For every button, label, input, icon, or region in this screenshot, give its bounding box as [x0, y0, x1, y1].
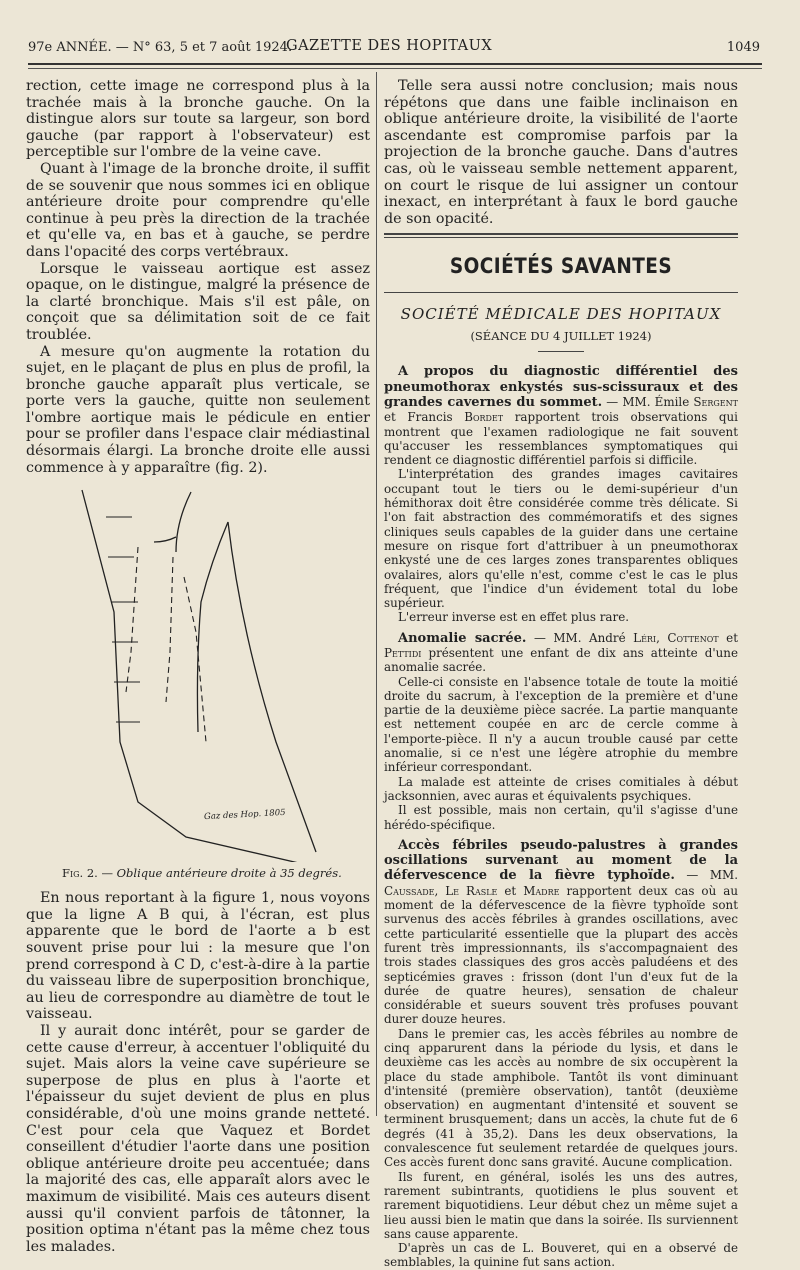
article-2-author-2: Cottenot: [667, 630, 719, 645]
article-3-title: Accès fébriles pseudo-palustres à grandes oscillations survenant au moment de la défervescence de la fièvre typhoïde.: [384, 837, 738, 884]
journal-title: GAZETTE DES HOPITAUX: [286, 38, 493, 54]
article-1-paragraph-3: L'erreur inverse est en effet plus rare.: [398, 610, 630, 625]
article-1-intro: [384, 364, 738, 467]
right-column: [384, 78, 738, 1270]
article-2-paragraph-3: La malade est atteinte de crises comitiales à début jacksonnien, avec auras et équivalents psychiques.: [384, 774, 738, 803]
left-paragraph-4: A mesure qu'on augmente la rotation du sujet, en le plaçant de plus en plus de profil, la bronche gauche apparaît plus verticale, se porte vers la gauche, quitte non seulement l'ombre aortique mais le pédicule en entier pour se profiler dans l'espace clair médiastinal désormais élargi. La bronche droite elle aussi commence à y apparaître (fig. 2).: [26, 343, 370, 476]
society-name: SOCIÉTÉ MÉDICALE DES HOPITAUX: [400, 305, 722, 324]
article-3-sep-1: ,: [434, 883, 446, 898]
article-2-paragraph-2: Celle-ci consiste en l'absence totale de toute la moitié droite du sacrum, à l'exception de la première et d'une partie de la deuxième pièce sacrée. La partie manquante est nettement coupée en arc de cercle comme à l'emporte-pièce. Il n'y a aucun trouble causé par cette anomalie, si ce n'est une légère atrophie du membre inférieur correspondant.: [384, 674, 738, 775]
figure-credit: Gaz des Hop. 1805: [203, 808, 286, 823]
section-title: SOCIÉTÉS SAVANTES: [449, 254, 673, 279]
figure-caption: [62, 866, 370, 880]
right-paragraph-1: Telle sera aussi notre conclusion; mais nous répétons que dans une faible inclinaison en oblique antérieure droite, la visibilité de l'aorte ascendante est compromise parfois par la projection de la bronche gauche. Dans d'autres cas, où le vaisseau semble nettement apparent, on court le risque de lui assigner un contour inexact, en interprétant à faux le bord gauche de son opacité.: [384, 78, 738, 227]
section-rule-bottom: [384, 292, 738, 293]
article-2-author-1: Léri: [633, 630, 657, 645]
article-2-author-3: Pettidi: [384, 645, 422, 660]
outline-left-contour: [82, 490, 316, 862]
article-3-author-1: Caussade: [384, 883, 435, 898]
article-1-paragraph-2: L'interprétation des grandes images cavitaires occupant tout le tiers ou le demi-supérieur d'un hémithorax doit être considérée comme très délicate. Si l'on fait abstraction des commémoratifs et des signes cliniques seuls capables de la guider dans une certaine mesure on risque fort d'attribuer à un pneumothorax enkysté une de ces larges zones transparentes obliques ovalaires, alors qu'elle n'est, comme c'est le cas le plus fréquent, que l'indice d'un évidement total du lobe supérieur.: [384, 467, 738, 611]
left-column: [26, 78, 370, 1255]
article-1-text: rapportent trois observations qui montrent que l'examen radiologique ne fait souvent qu'accuser les ressemblances symptomatiques qui rendent ce diagnostic différentiel parfois si difficile.: [384, 410, 738, 468]
article-3-authors-pre: — MM.: [674, 868, 738, 883]
figure-2-drawing: [26, 482, 370, 862]
article-3-paragraph-2: Dans le premier cas, les accès fébriles au nombre de cinq apparurent dans la période du lysis, et dans le deuxième cas les accès au nombre de six occupèrent la place du stade amphibole. Tantôt ils vont diminuant d'intensité (première observation), tantôt (deuxième observation) en augmentant d'intensité et souvent se terminent brusquement; dans un accès, la chute fut de 6 degrés (41 à 35,2). Dans les deux observations, la convalescence fut seulement retardée de quelques jours. Ces accès furent donc sans gravité. Aucune complication.: [384, 1026, 738, 1170]
dashed-line-right: [184, 577, 206, 742]
short-rule: [538, 351, 584, 352]
article-1-authors-mid: et Francis: [384, 410, 465, 425]
article-1-title: A propos du diagnostic différentiel des pneumothorax enkystés sus-scissuraux et des grandes cavernes du sommet.: [384, 364, 738, 410]
article-3-paragraph-3: Ils furent, en général, isolés les uns des autres, rarement subintrants, quotidiens le plus souvent et rarement biquotidiens. Leur début chez un même sujet a lieu aussi bien le matin que dans la soirée. Ils surviennent sans cause apparente.: [384, 1169, 738, 1241]
column-divider: [376, 72, 377, 1116]
article-3-author-3: Madre: [523, 883, 560, 898]
outline-right-contour: [228, 522, 316, 852]
article-2-text: présentent une enfant de dix ans atteinte d'une anomalie sacrée.: [384, 645, 738, 675]
section-rule-top: [384, 233, 738, 235]
article-2-authors-pre: — MM. André: [526, 630, 634, 645]
article-2-paragraph-4: Il est possible, mais non certain, qu'il s'agisse d'une hérédo-spécifique.: [384, 803, 738, 832]
issue-info: 97e ANNÉE. — N° 63, 5 et 7 août 1924.: [28, 40, 293, 55]
header-rule-thin: [28, 68, 762, 69]
seance-date: (SÉANCE DU 4 JUILLET 1924): [470, 329, 652, 344]
article-2-intro: [384, 631, 738, 675]
article-1-author-2: Bordet: [464, 410, 504, 425]
figure-caption-label: Fig. 2. —: [62, 866, 113, 881]
header-rule-thick: [28, 63, 762, 65]
dashed-line-left: [126, 547, 138, 692]
article-3-sep-2: et: [497, 883, 524, 898]
article-3-intro: [384, 838, 738, 1027]
dashed-line-middle: [166, 557, 173, 702]
left-paragraph-2: Quant à l'image de la bronche droite, il suffit de se souvenir que nous sommes ici en oblique antérieure droite pour comprendre qu'elle continue à peu près la direction de la trachée et qu'elle va, en bas et à gauche, se perdre dans l'opacité des corps vertébraux.: [26, 160, 370, 260]
article-2-sep-2: et: [718, 630, 738, 645]
arch-stroke: [154, 537, 176, 542]
article-3-text: rapportent deux cas où au moment de la défervescence de la fièvre typhoïde sont survenus des accès fébriles à grandes oscillations, avec cette particularité essentielle que la plupart des accès furent très impressionnants, ils s'accompagnaient des trois stades classiques des gros accès paludéens et des septicémies graves : frisson (dont l'un d'eux fut de la durée de quatre heures), sensation de chaleur considérable et sueurs souvent très profuses pouvant durer douze heures.: [384, 883, 738, 1027]
left-paragraph-6: Il y aurait donc intérêt, pour se garder de cette cause d'erreur, à accentuer l'obliquité du sujet. Mais alors la veine cave supérieure se superpose de plus en plus à l'aorte et l'épaisseur du sujet devient de plus en plus considérable, d'où une moins grande netteté. C'est pour cela que Vaquez et Bordet conseillent d'étudier l'aorte dans une position oblique antérieure droite peu accentuée; dans la majorité des cas, elle apparaît alors avec le maximum de visibilité. Mais ces auteurs disent aussi qu'il convient parfois de tâtonner, la position optima n'étant pas la même chez tous les malades.: [26, 1023, 370, 1255]
article-3-paragraph-4: D'après un cas de L. Bouveret, qui en a observé de semblables, la quinine fut sans action.: [384, 1241, 738, 1270]
figure-2-svg: [26, 482, 370, 862]
left-paragraph-1: rection, cette image ne correspond plus à la trachée mais à la bronche gauche. On la distingue alors sur toute sa largeur, son bord gauche (par rapport à l'observateur) est perceptible sur l'ombre de la veine cave.: [26, 78, 370, 161]
article-2-title: Anomalie sacrée.: [398, 630, 527, 646]
section-rule-top-thin: [384, 237, 738, 238]
page-number: 1049: [726, 40, 760, 55]
left-paragraph-3: Lorsque le vaisseau aortique est assez opaque, on le distingue, malgré la présence de la clarté bronchique. Mais s'il est pâle, on conçoit que sa délimitation soit de ce fait troublée.: [26, 260, 370, 343]
article-3-author-2: Le Rasle: [445, 883, 498, 898]
outline-top-stroke: [176, 492, 191, 552]
article-1-author-1: Sergent: [693, 394, 738, 409]
article-2-sep-1: ,: [656, 630, 668, 645]
figure-caption-text: Oblique antérieure droite à 35 degrés.: [116, 866, 342, 881]
article-1-authors-pre: — MM. Émile: [602, 394, 694, 409]
left-paragraph-5: En nous reportant à la figure 1, nous voyons que la ligne A B qui, à l'écran, est plus apparente que le bord de l'aorte a b est souvent prise pour lui : la mesure que l'on prend correspond à C D, c'est-à-dire à la partie du vaisseau libre de superposition bronchique, au lieu de correspondre au diamètre de tout le vaisseau.: [26, 890, 370, 1023]
page-header: [28, 38, 760, 62]
